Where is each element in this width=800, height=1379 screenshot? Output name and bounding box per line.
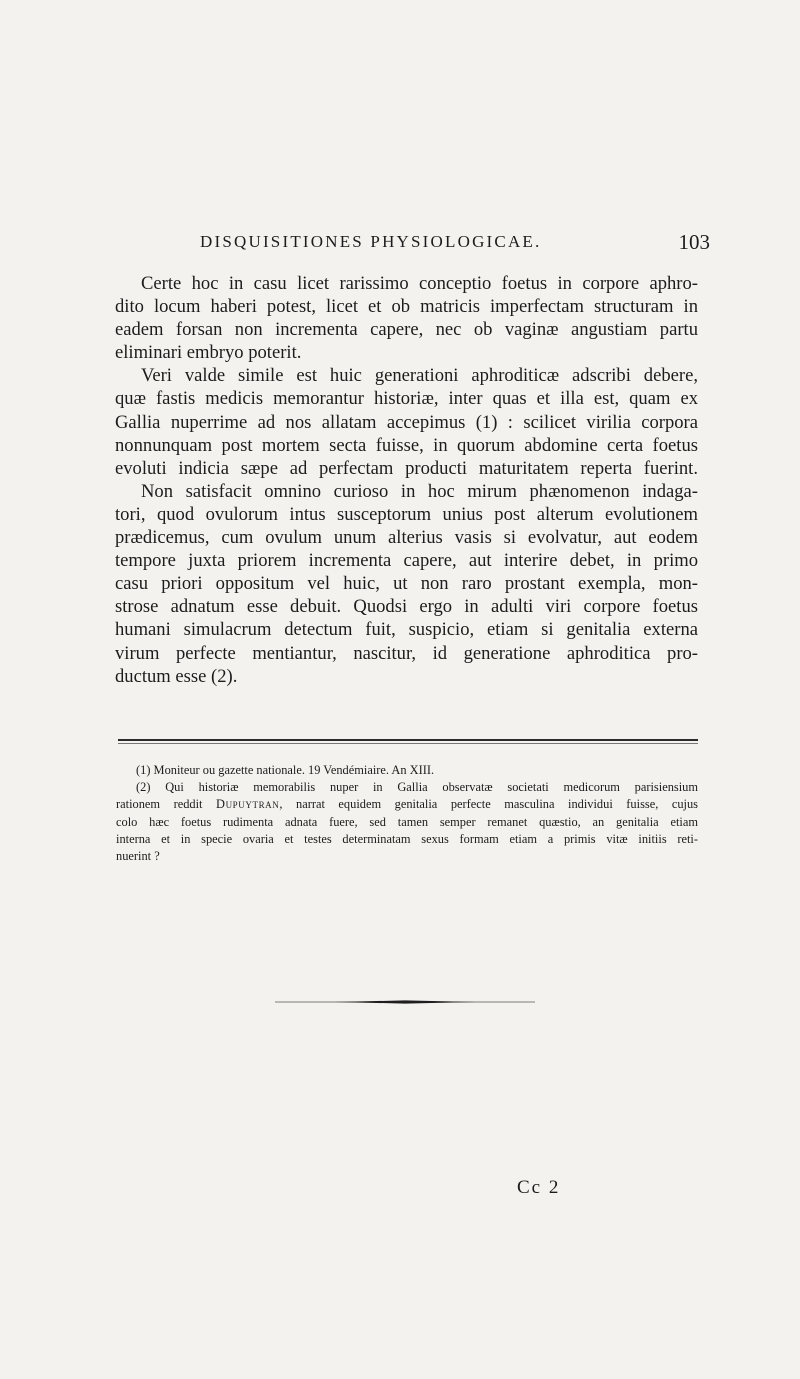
main-text [115, 272, 698, 688]
footnote-1: (1) Moniteur ou gazette nationale. 19 Vendémiaire. An XIII. [136, 763, 435, 777]
text-line: tempore juxta priorem incrementa capere, aut interire debet, in primo [115, 550, 698, 572]
footnotes [116, 762, 698, 865]
footnote-separator-rule [118, 739, 698, 741]
signature-mark: Cc 2 [517, 1177, 561, 1198]
text-line: humani simulacrum detectum fuit, suspicio, etiam si genitalia externa [115, 619, 698, 641]
footnote-text: rationem reddit [116, 797, 217, 812]
footnote-2-line: nuerint ? [116, 848, 160, 863]
text-line: virum perfecte mentiantur, nascitur, id generatione aphroditica pro- [115, 642, 698, 664]
text-line: eliminari embryo poterit. [115, 342, 302, 364]
text-line: quæ fastis medicis memorantur historiæ, inter quas et illa est, quam ex [115, 388, 698, 410]
footnote-text: , narrat equidem genitalia perfecte masculina individui fuisse, cujus [279, 797, 698, 812]
text-line: strose adnatum esse debuit. Quodsi ergo in adulti viri corpore foetus [115, 596, 698, 618]
text-line: tori, quod ovulorum intus susceptorum unius post alterum evolutionem [115, 503, 698, 525]
text-line: Gallia nuperrime ad nos allatam accepimus (1) : scilicet virilia corpora [115, 411, 698, 433]
text-line: Non satisfacit omnino curioso in hoc mirum phænomenon indaga- [141, 480, 698, 502]
footnote-2-line: (2) Qui historiæ memorabilis nuper in Gallia observatæ societati medicorum parisiensium [136, 780, 698, 795]
page-header [200, 230, 710, 260]
text-line: Veri valde simile est huic generationi aphroditicæ adscribi debere, [141, 365, 698, 387]
author-name: Dupuytran [216, 797, 280, 812]
text-line: casu priori oppositum vel huic, ut non raro prostant exempla, mon- [115, 573, 698, 595]
text-line: prædicemus, cum ovulum unum alterius vasis si evolvatur, aut eodem [115, 527, 698, 549]
footnote-2-line [116, 796, 698, 813]
text-line: eadem forsan non incrementa capere, nec ob vaginæ angustiam partu [115, 319, 698, 341]
text-line: dito locum haberi potest, licet et ob matricis imperfectam structuram in [115, 296, 698, 318]
page-number: 103 [678, 230, 710, 254]
footnote-2-line: colo hæc foetus rudimenta adnata fuere, sed tamen semper remanet quæstio, an genitalia etiam [116, 814, 698, 829]
text-line: evoluti indicia sæpe ad perfectam producti maturitatem reperta fuerint. [115, 457, 698, 479]
ornamental-rule [275, 1000, 535, 1004]
running-head: DISQUISITIONES PHYSIOLOGICAE. [200, 232, 542, 251]
text-line: nonnunquam post mortem secta fuisse, in quorum abdomine certa foetus [115, 434, 698, 456]
text-line: Certe hoc in casu licet rarissimo conceptio foetus in corpore aphro- [141, 273, 698, 294]
text-line: ductum esse (2). [115, 665, 238, 687]
footnote-2-line: interna et in specie ovaria et testes determinatam sexus formam etiam a primis vitæ initiis reti- [116, 831, 698, 846]
